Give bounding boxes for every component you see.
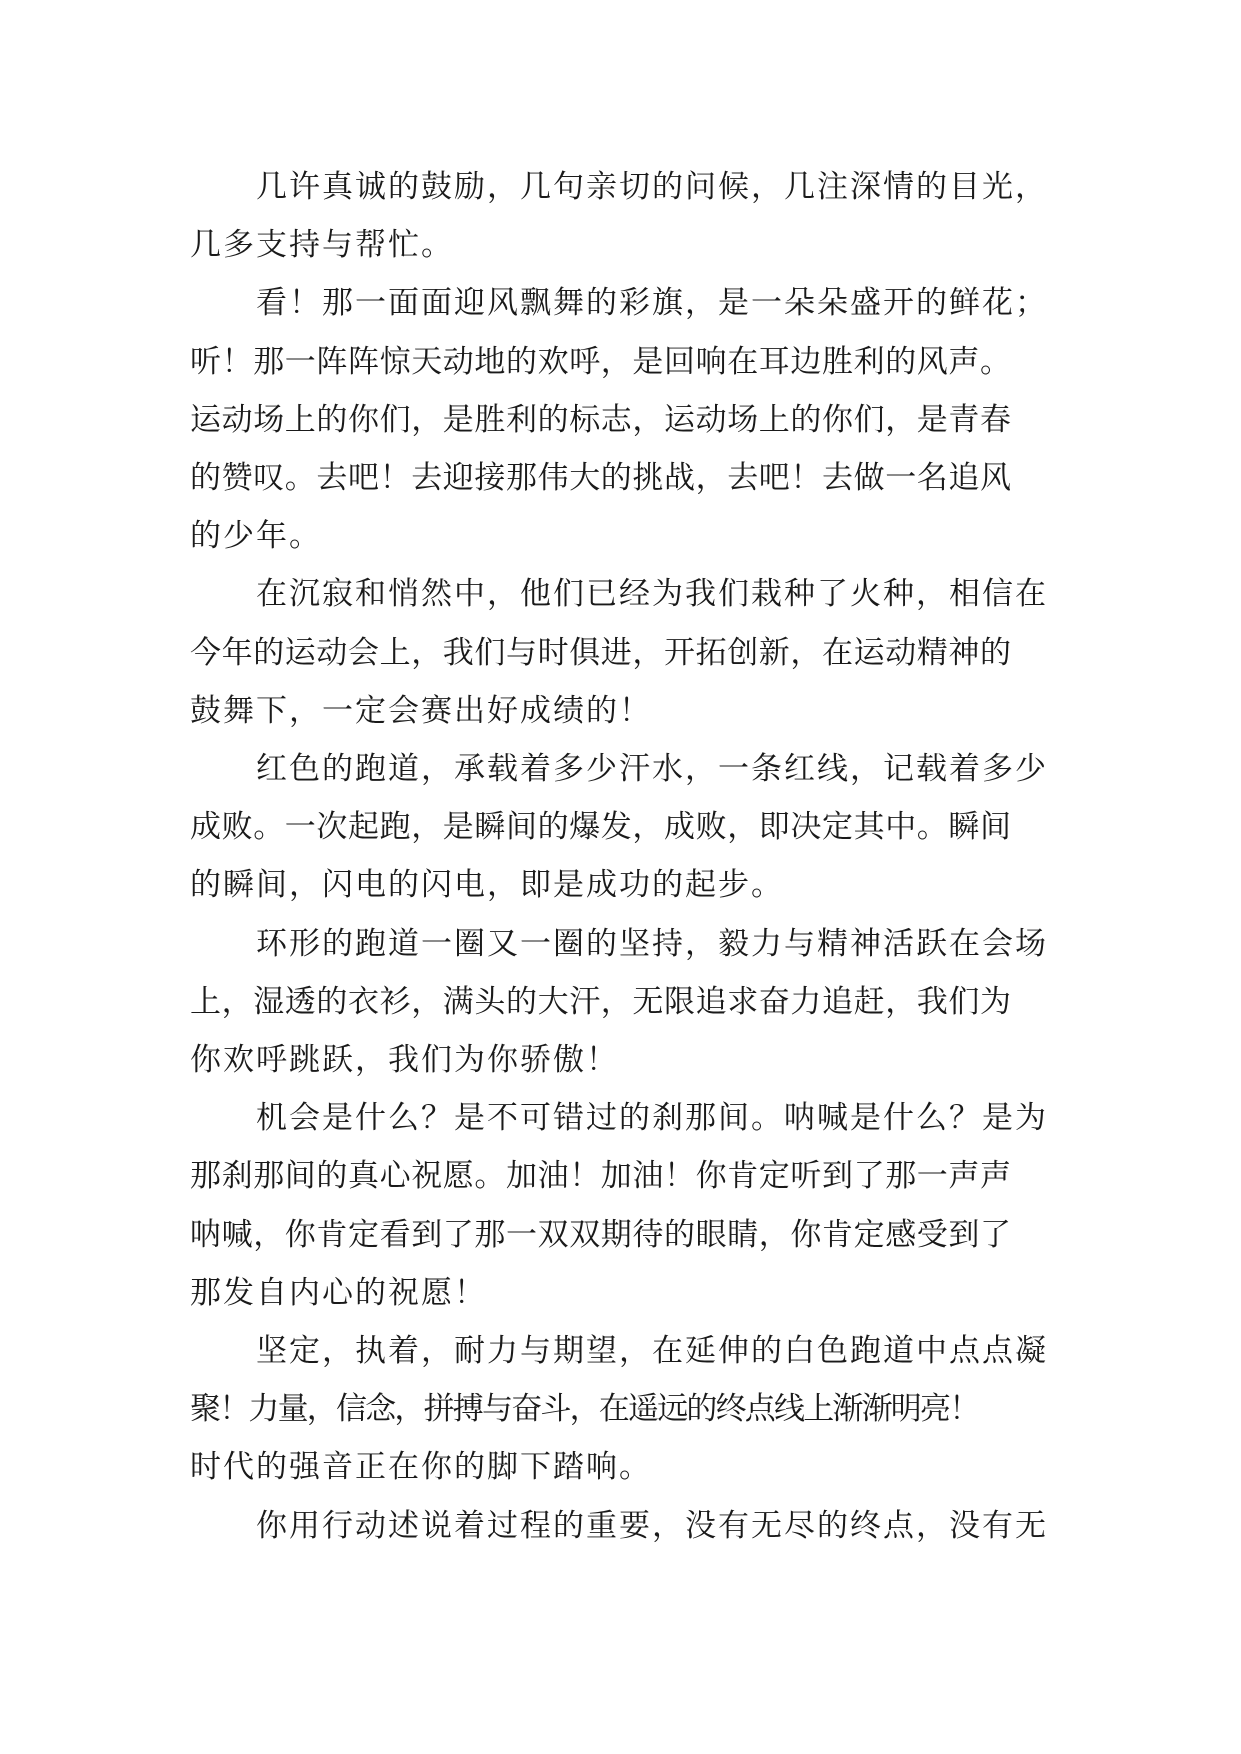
paragraph — [190, 915, 1050, 1090]
text-line: 今年的运动会上，我们与时俱进，开拓创新，在运动精神的 — [190, 634, 1012, 671]
text-line: 听！那一阵阵惊天动地的欢呼，是回响在耳边胜利的风声。 — [190, 343, 1012, 380]
text-line: 红色的跑道，承载着多少汗水，一条红线，记载着多少 — [256, 751, 1048, 788]
text-line: 鼓舞下，一定会赛出好成绩的！ — [190, 692, 652, 729]
text-line: 坚定，执着，耐力与期望，在延伸的白色跑道中点点凝 — [256, 1333, 1048, 1370]
paragraph — [190, 158, 1050, 274]
text-line: 在沉寂和悄然中，他们已经为我们栽种了火种，相信在 — [256, 576, 1048, 613]
text-line: 机会是什么？是不可错过的刹那间。呐喊是什么？是为 — [256, 1100, 1048, 1137]
text-line: 你欢呼跳跃，我们为你骄傲！ — [190, 1042, 619, 1079]
paragraph — [190, 1322, 1050, 1497]
paragraph — [190, 740, 1050, 915]
text-line: 成败。一次起跑，是瞬间的爆发，成败，即决定其中。瞬间 — [190, 809, 1012, 846]
text-line: 呐喊，你肯定看到了那一双双期待的眼睛，你肯定感受到了 — [190, 1216, 1012, 1253]
text-line: 的瞬间，闪电的闪电，即是成功的起步。 — [190, 867, 784, 904]
text-line: 上，湿透的衣衫，满头的大汗，无限追求奋力追赶，我们为 — [190, 983, 1012, 1020]
text-line: 时代的强音正在你的脚下踏响。 — [190, 1449, 652, 1486]
text-line: 聚！力量，信念，拼搏与奋斗，在遥远的终点线上渐渐明亮！ — [190, 1391, 979, 1428]
text-line: 看！那一面面迎风飘舞的彩旗，是一朵朵盛开的鲜花； — [256, 285, 1048, 322]
text-line: 运动场上的你们，是胜利的标志，运动场上的你们，是青春 — [190, 401, 1012, 438]
paragraph — [190, 1089, 1050, 1322]
paragraph — [190, 565, 1050, 740]
text-line: 你用行动述说着过程的重要，没有无尽的终点，没有无 — [256, 1507, 1048, 1544]
text-line: 的少年。 — [190, 518, 322, 555]
paragraph — [190, 274, 1050, 565]
text-line: 的赞叹。去吧！去迎接那伟大的挑战，去吧！去做一名追风 — [190, 460, 1012, 497]
text-line: 那发自内心的祝愿！ — [190, 1274, 487, 1311]
document-body — [190, 158, 1050, 1555]
paragraph — [190, 1497, 1050, 1555]
text-line: 几许真诚的鼓励，几句亲切的问候，几注深情的目光， — [256, 169, 1048, 205]
text-line: 几多支持与帮忙。 — [190, 227, 454, 264]
text-line: 环形的跑道一圈又一圈的坚持，毅力与精神活跃在会场 — [256, 925, 1048, 962]
text-line: 那刹那间的真心祝愿。加油！加油！你肯定听到了那一声声 — [190, 1158, 1012, 1195]
